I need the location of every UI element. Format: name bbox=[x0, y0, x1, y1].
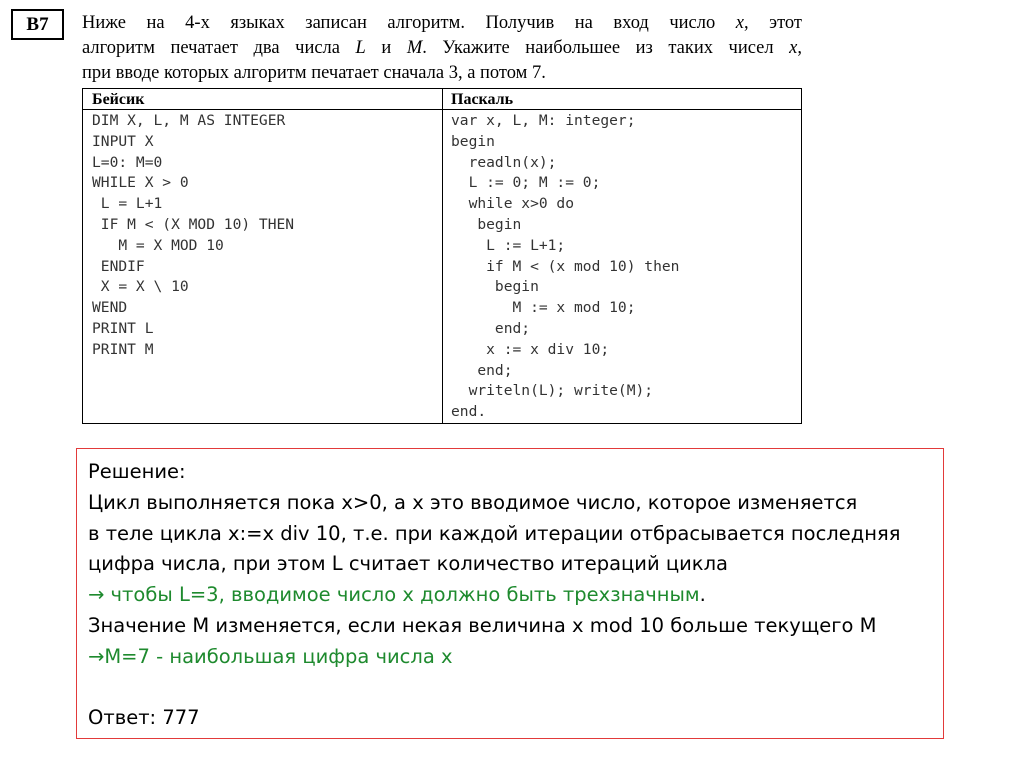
solution-line-2: в теле цикла x:=x div 10, т.е. при каждой итерации отбрасывается последняя bbox=[88, 521, 901, 545]
variable-l: L bbox=[355, 38, 366, 58]
statement-text: . Укажите наибольшее из таких чисел bbox=[422, 38, 790, 58]
code-table bbox=[82, 88, 802, 424]
statement-line-3: при вводе которых алгоритм печатает сначала 3, а потом 7. bbox=[82, 63, 546, 83]
basic-header: Бейсик bbox=[83, 89, 442, 110]
task-badge: B7 bbox=[11, 9, 64, 40]
variable-x: x bbox=[735, 13, 744, 33]
problem-statement bbox=[82, 11, 802, 86]
solution-box bbox=[76, 448, 944, 739]
blank-line bbox=[88, 673, 943, 704]
statement-text: , этот bbox=[743, 13, 802, 33]
variable-m: M bbox=[406, 38, 423, 58]
statement-text: , bbox=[797, 38, 802, 58]
basic-column bbox=[83, 89, 443, 423]
pascal-header: Паскаль bbox=[442, 89, 801, 110]
pascal-column bbox=[442, 89, 801, 423]
variable-x: x bbox=[789, 38, 798, 58]
solution-title: Решение: bbox=[88, 460, 186, 483]
statement-text: и bbox=[365, 38, 407, 58]
basic-code: DIM X, L, M AS INTEGER INPUT X L=0: M=0 WHILE X > 0 L = L+1 IF M < (X MOD 10) THEN M = X MOD 10 ENDIF X = X \ 10 WEND PRINT L PRINT M bbox=[92, 112, 295, 358]
solution-line-4 bbox=[88, 580, 943, 611]
solution-conclusion-m: →M=7 - наибольшая цифра числа x bbox=[88, 644, 453, 668]
solution-line-3: цифра числа, при этом L считает количество итераций цикла bbox=[88, 552, 728, 576]
statement-line-2 bbox=[82, 36, 802, 61]
statement-text: алгоритм печатает два числа bbox=[82, 38, 356, 58]
solution-period: . bbox=[699, 583, 706, 607]
solution-answer: Ответ: 777 bbox=[88, 706, 200, 730]
statement-text: Ниже на 4-х языках записан алгоритм. Получив на вход число bbox=[82, 13, 736, 33]
pascal-code: var x, L, M: integer; begin readln(x); L := 0; M := 0; while x>0 do begin L := L+1; if M < (x mod 10) then begin M := x mod 10; end; x := x div 10; end; writeln(L); write(M); end. bbox=[451, 112, 680, 421]
solution-line-1: Цикл выполняется пока x>0, а x это вводимое число, которое изменяется bbox=[88, 490, 858, 514]
statement-line-1 bbox=[82, 11, 802, 36]
solution-conclusion-l: → чтобы L=3, вводимое число x должно быть трехзначным bbox=[88, 583, 700, 607]
solution-line-5: Значение M изменяется, если некая величина x mod 10 больше текущего M bbox=[88, 613, 877, 637]
